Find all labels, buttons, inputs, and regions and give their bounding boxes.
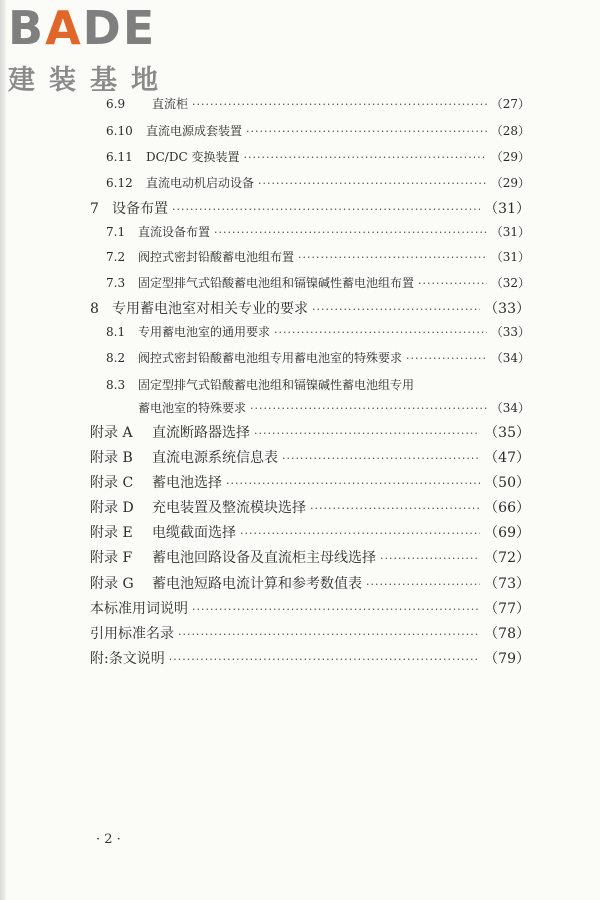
toc-number: 附录 A [90,425,133,441]
toc-entry[interactable] [106,122,530,139]
toc-leader [258,177,487,190]
toc-title: DC/DC 变换装置 [146,150,240,164]
toc-leader [298,251,487,264]
toc-title: 直流设备布置 [138,225,211,239]
toc-title: 引用标准名录 [90,626,174,642]
toc-title: 直流柜 [152,97,189,111]
toc-leader [380,552,480,565]
toc-entry[interactable] [138,399,530,416]
toc-page: （32） [490,276,530,290]
toc-title: 阀控式密封铅酸蓄电池组布置 [138,250,295,264]
toc-number: 8.3 [106,378,126,392]
toc-leader [240,527,480,540]
toc-page: （34） [490,401,530,415]
toc-leader [312,303,480,316]
toc-title: 蓄电池室的特殊要求 [138,401,247,415]
toc-entry[interactable] [106,323,530,340]
toc-page: （50） [484,475,530,491]
toc-entry[interactable] [106,274,530,291]
toc-title: 固定型排气式铅酸蓄电池组和镉镍碱性蓄电池组专用 [138,378,415,392]
toc-entry[interactable] [90,522,530,542]
toc-leader [406,352,487,365]
toc-title: 专用蓄电池室对相关专业的要求 [112,301,308,317]
toc-title: 直流电源系统信息表 [152,450,278,466]
toc-number: 8 [90,301,99,317]
toc-page: （35） [484,425,530,441]
toc-leader [418,277,487,290]
toc-title: 蓄电池回路设备及直流柜主母线选择 [152,550,376,566]
toc-page: （77） [484,601,530,617]
toc-entry[interactable] [90,623,530,643]
toc-page: （69） [484,525,530,541]
toc-entry[interactable] [106,223,530,240]
toc-entry[interactable] [106,95,530,112]
toc-leader [246,125,487,138]
toc-entry[interactable] [90,198,530,218]
toc-title: 电缆截面选择 [152,525,236,541]
toc-leader [254,427,480,440]
toc-leader [169,653,480,666]
logo-wordmark: BADE [8,1,157,55]
toc-entry[interactable] [90,472,530,492]
toc-entry[interactable] [106,148,530,165]
toc-number: 6.12 [106,176,133,190]
toc-entry[interactable] [106,248,530,265]
toc-leader [282,452,480,465]
toc-entry[interactable] [106,174,530,191]
toc-title: 直流断路器选择 [152,425,250,441]
toc-leader [274,326,487,339]
toc-entry[interactable] [90,547,530,567]
toc-title: 附:条文说明 [90,651,165,667]
toc-leader [310,502,480,515]
toc-leader [192,98,487,111]
logo [8,1,172,97]
toc-leader [366,578,480,591]
toc-page: （66） [484,500,530,516]
toc-title: 充电装置及整流模块选择 [152,500,306,516]
toc-title: 专用蓄电池室的通用要求 [138,325,271,339]
toc-entry[interactable] [90,573,530,593]
toc-title: 设备布置 [112,201,168,217]
toc-page: （34） [490,351,530,365]
toc-number: 附录 E [90,525,133,541]
toc-leader [243,151,486,164]
toc-page: （31） [490,225,530,239]
toc-page: （79） [484,651,530,667]
page-number: · 2 · [96,832,121,847]
toc-title: 蓄电池选择 [152,475,222,491]
toc-page: （47） [484,450,530,466]
toc-title: 直流电源成套装置 [146,124,243,138]
toc-leader [178,628,480,641]
toc-leader [192,603,480,616]
toc-title: 蓄电池短路电流计算和参考数值表 [152,576,362,592]
toc-entry[interactable] [90,598,530,618]
toc-number: 附录 D [90,500,134,516]
toc-number: 附录 B [90,450,133,466]
page-edge [0,0,6,900]
toc-title: 直流电动机启动设备 [146,176,255,190]
toc-page: （29） [490,176,530,190]
toc-number: 6.10 [106,124,133,138]
toc-page: （31） [490,250,530,264]
toc-page: （73） [484,576,530,592]
toc-page: （78） [484,626,530,642]
toc-title: 阀控式密封铅酸蓄电池组专用蓄电池室的特殊要求 [138,351,403,365]
toc-page: （27） [490,97,530,111]
toc-number: 7.1 [106,225,126,239]
toc-title: 本标准用词说明 [90,601,188,617]
toc-title: 固定型排气式铅酸蓄电池组和镉镍碱性蓄电池组布置 [138,276,415,290]
toc-number: 7.2 [106,250,126,264]
toc-page: （28） [490,124,530,138]
toc-number: 7.3 [106,276,126,290]
toc-number: 7 [90,201,99,217]
toc-number: 6.11 [106,150,133,164]
toc-leader [214,226,487,239]
toc-entry[interactable] [90,497,530,517]
toc-number: 6.9 [106,97,126,111]
toc-number: 附录 F [90,550,133,566]
toc-number: 8.2 [106,351,126,365]
toc-leader [172,203,480,216]
toc-entry[interactable] [106,376,530,393]
toc-leader [250,402,487,415]
toc-entry[interactable] [106,349,530,366]
toc-page: （33） [490,325,530,339]
toc-page: （31） [484,201,530,217]
toc-number: 附录 G [90,576,134,592]
toc-number: 8.1 [106,325,126,339]
toc-page: （29） [490,150,530,164]
toc-entry[interactable] [90,298,530,318]
toc-page: （33） [484,301,530,317]
toc-entry[interactable] [90,447,530,467]
toc-entry[interactable] [90,648,530,668]
toc-leader [226,477,480,490]
logo-subtitle: 建装基地 [8,65,172,96]
toc-number: 附录 C [90,475,134,491]
toc-page: （72） [484,550,530,566]
toc-entry[interactable] [90,422,530,442]
